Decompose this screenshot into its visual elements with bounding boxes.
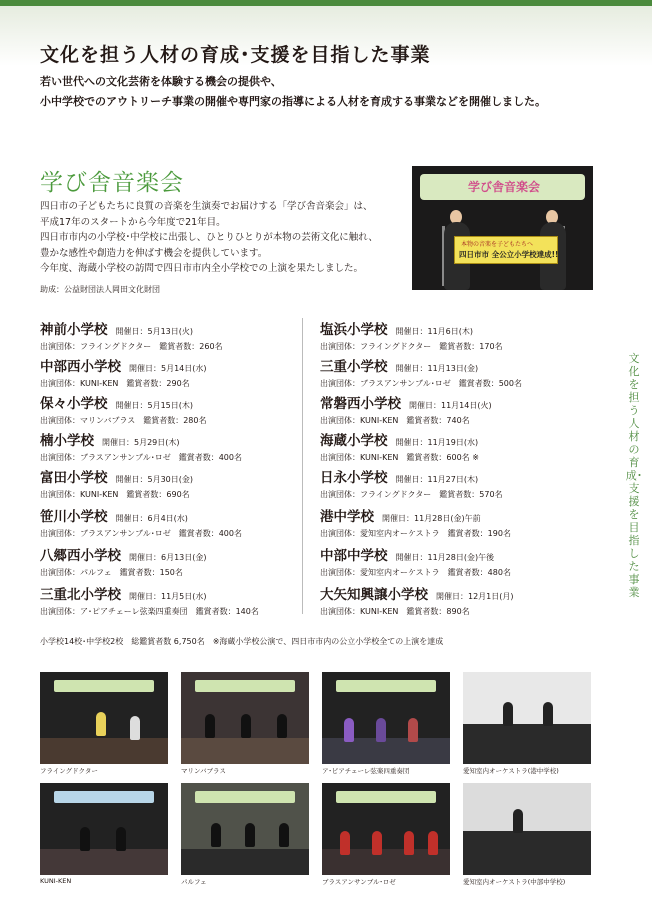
orchestra-seats xyxy=(463,831,591,875)
photo-banner xyxy=(336,680,436,692)
school-name: 笹川小学校 xyxy=(40,509,108,525)
school-performance: 出演団体：ブラスアンサンブル･ロゼ 鑑賞者数：400名 xyxy=(40,529,242,538)
performer xyxy=(241,714,251,738)
performer xyxy=(404,831,414,855)
performer xyxy=(408,718,418,742)
photo-caption: 愛知室内オーケストラ(中部中学校) xyxy=(463,878,566,886)
performer xyxy=(130,716,140,740)
body-line: 豊かな感性や創造力を伸ばす機会を提供しています。 xyxy=(40,247,268,259)
school-date: 開催日：11月14日(火) xyxy=(409,401,492,410)
school-date: 開催日：5月29日(木) xyxy=(102,438,180,447)
school-date: 開催日：5月14日(水) xyxy=(129,364,207,373)
stage-floor xyxy=(181,738,309,764)
school-date: 開催日：11月28日(金)午後 xyxy=(395,553,495,562)
school-name: 八郷西小学校 xyxy=(40,548,121,564)
school-date: 開催日：11月13日(金) xyxy=(395,364,479,373)
performer xyxy=(344,718,354,742)
school-entry xyxy=(320,355,522,389)
school-name: 保々小学校 xyxy=(40,396,108,412)
photo-banner xyxy=(54,680,154,692)
performer xyxy=(513,809,523,833)
school-performance: 出演団体：ア･ピアチェーレ弦楽四重奏団 鑑賞者数：140名 xyxy=(40,607,259,616)
school-entry xyxy=(40,505,242,539)
school-performance: 出演団体：フライングドクター 鑑賞者数：260名 xyxy=(40,342,223,351)
photo-banner xyxy=(195,791,295,803)
gallery-photo xyxy=(181,672,309,764)
school-performance: 出演団体：マリンバブラス 鑑賞者数：280名 xyxy=(40,416,207,425)
school-date: 開催日：6月13日(金) xyxy=(129,553,207,562)
school-performance: 出演団体：KUNI-KEN 鑑賞者数：600名 ※ xyxy=(320,453,479,462)
school-performance: 出演団体：KUNI-KEN 鑑賞者数：890名 xyxy=(320,607,470,616)
school-entry xyxy=(40,355,207,389)
school-date: 開催日：5月13日(火) xyxy=(115,327,194,336)
audience xyxy=(181,849,309,875)
school-name: 塩浜小学校 xyxy=(320,322,388,338)
intro-line: 若い世代への文化芸術を体験する機会の提供や、 xyxy=(40,75,282,88)
school-entry xyxy=(40,429,242,463)
intro-line: 小中学校でのアウトリーチ事業の開催や専門家の指導による人材を育成する事業などを開催しました。 xyxy=(40,95,546,108)
performer xyxy=(96,712,106,736)
stage-floor xyxy=(40,849,168,875)
performer xyxy=(80,827,90,851)
photo-caption: 愛知室内オーケストラ(港中学校) xyxy=(463,767,559,775)
school-name: 富田小学校 xyxy=(40,470,108,486)
section-title: 学び舎音楽会 xyxy=(40,170,184,196)
performer xyxy=(211,823,221,847)
school-entry xyxy=(40,544,207,578)
school-name: 三重北小学校 xyxy=(40,587,121,603)
school-performance: 出演団体：KUNI-KEN 鑑賞者数：740名 xyxy=(320,416,470,425)
school-date: 開催日：11月5日(水) xyxy=(129,592,207,601)
stage-floor xyxy=(322,738,450,764)
school-performance: 出演団体：KUNI-KEN 鑑賞者数：690名 xyxy=(40,490,190,499)
gallery-photo xyxy=(322,783,450,875)
school-entry xyxy=(320,505,511,539)
school-name: 中部西小学校 xyxy=(40,359,121,375)
gallery-photo xyxy=(463,672,591,764)
photo-caption: パルフェ xyxy=(181,878,207,886)
school-name: 港中学校 xyxy=(320,509,374,525)
performer xyxy=(543,702,553,726)
page-title: 文化を担う人材の育成･支援を目指した事業 xyxy=(40,44,431,66)
performer xyxy=(372,831,382,855)
school-performance: 出演団体：フライングドクター 鑑賞者数：570名 xyxy=(320,490,503,499)
gallery-photo xyxy=(322,672,450,764)
school-performance: 出演団体：ブラスアンサンブル･ロゼ 鑑賞者数：400名 xyxy=(40,453,242,462)
body-line: 四日市市内の小学校･中学校に出張し、ひとりひとりが本物の芸術文化に触れ、 xyxy=(40,232,378,243)
school-performance: 出演団体：KUNI-KEN 鑑賞者数：290名 xyxy=(40,379,190,388)
body-line: 今年度、海蔵小学校の訪問で四日市市内全小学校での上演を果たしました。 xyxy=(40,263,364,274)
photo-banner xyxy=(336,791,436,803)
photo-banner xyxy=(195,680,295,692)
photo-caption: ア･ピアチェーレ弦楽四重奏団 xyxy=(322,767,410,775)
body-line: 四日市の子どもたちに良質の音楽を生演奏でお届けする「学び舎音楽会」は、 xyxy=(40,201,373,212)
school-performance: 出演団体：パルフェ 鑑賞者数：150名 xyxy=(40,568,183,577)
achievement-sign xyxy=(454,236,558,264)
school-entry xyxy=(40,392,206,426)
photo-banner-text: 学び舎音楽会 xyxy=(468,180,541,194)
sponsor-note: 助成：公益財団法人岡田文化財団 xyxy=(40,285,160,294)
performer xyxy=(376,718,386,742)
school-name: 楠小学校 xyxy=(40,433,94,449)
school-entry xyxy=(40,318,223,352)
body-line: 平成17年のスタートから今年度で21年目。 xyxy=(40,216,226,228)
school-entry xyxy=(40,466,193,500)
school-name: 海蔵小学校 xyxy=(320,433,388,449)
performer xyxy=(279,823,289,847)
section-body xyxy=(40,199,378,277)
sign-line: 四日市市 全公立小学校達成!! xyxy=(459,250,559,259)
photo-caption: KUNI-KEN xyxy=(40,877,72,885)
performer xyxy=(428,831,438,855)
school-performance: 出演団体：愛知室内オーケストラ 鑑賞者数：190名 xyxy=(320,529,511,538)
concert-photo xyxy=(412,166,593,290)
performer xyxy=(205,714,215,738)
side-label: 文化を担う人材の育成･支援を目指した事業 xyxy=(625,352,643,599)
stage-floor xyxy=(40,738,168,764)
intro-text xyxy=(40,72,546,112)
performer xyxy=(340,831,350,855)
photo-caption: マリンバブラス xyxy=(181,767,226,775)
school-entry xyxy=(320,544,511,578)
school-entry xyxy=(320,466,503,500)
orchestra-seats xyxy=(463,724,591,764)
school-date: 開催日：11月27日(木) xyxy=(395,475,479,484)
photo-banner xyxy=(54,791,154,803)
summary-note: 小学校14校･中学校2校 総鑑賞者数 6,750名 ※海蔵小学校公演で、四日市市内の公立小学校全ての上演を達成 xyxy=(40,637,444,646)
school-date: 開催日：5月15日(木) xyxy=(115,401,194,410)
school-name: 常磐西小学校 xyxy=(320,396,401,412)
school-performance: 出演団体：フライングドクター 鑑賞者数：170名 xyxy=(320,342,503,351)
school-date: 開催日：11月19日(水) xyxy=(395,438,479,447)
gallery-photo xyxy=(40,672,168,764)
school-name: 三重小学校 xyxy=(320,359,388,375)
school-performance: 出演団体：ブラスアンサンブル･ロゼ 鑑賞者数：500名 xyxy=(320,379,522,388)
photo-caption: ブラスアンサンブル･ロゼ xyxy=(322,878,396,886)
gallery-photo xyxy=(40,783,168,875)
school-name: 日永小学校 xyxy=(320,470,388,486)
school-entry xyxy=(320,429,479,463)
performer xyxy=(277,714,287,738)
school-date: 開催日：11月6日(木) xyxy=(395,327,474,336)
school-date: 開催日：6月4日(水) xyxy=(115,514,188,523)
performer xyxy=(503,702,513,726)
column-divider xyxy=(302,318,303,614)
school-performance: 出演団体：愛知室内オーケストラ 鑑賞者数：480名 xyxy=(320,568,511,577)
gallery-photo xyxy=(181,783,309,875)
school-date: 開催日：5月30日(金) xyxy=(115,475,194,484)
gallery-photo xyxy=(463,783,591,875)
school-date: 開催日：11月28日(金)午前 xyxy=(382,514,481,523)
school-name: 中部中学校 xyxy=(320,548,388,564)
school-entry xyxy=(320,318,503,352)
school-name: 大矢知興譲小学校 xyxy=(320,587,428,603)
school-entry xyxy=(320,392,492,426)
school-entry xyxy=(320,583,514,617)
performer xyxy=(116,827,126,851)
school-entry xyxy=(40,583,259,617)
performer xyxy=(245,823,255,847)
photo-caption: フライングドクター xyxy=(40,767,98,775)
photo-banner xyxy=(420,174,585,200)
sign-line: 本物の音楽を子どもたちへ xyxy=(461,241,534,248)
school-date: 開催日：12月1日(月) xyxy=(436,592,514,601)
school-name: 神前小学校 xyxy=(40,322,108,338)
